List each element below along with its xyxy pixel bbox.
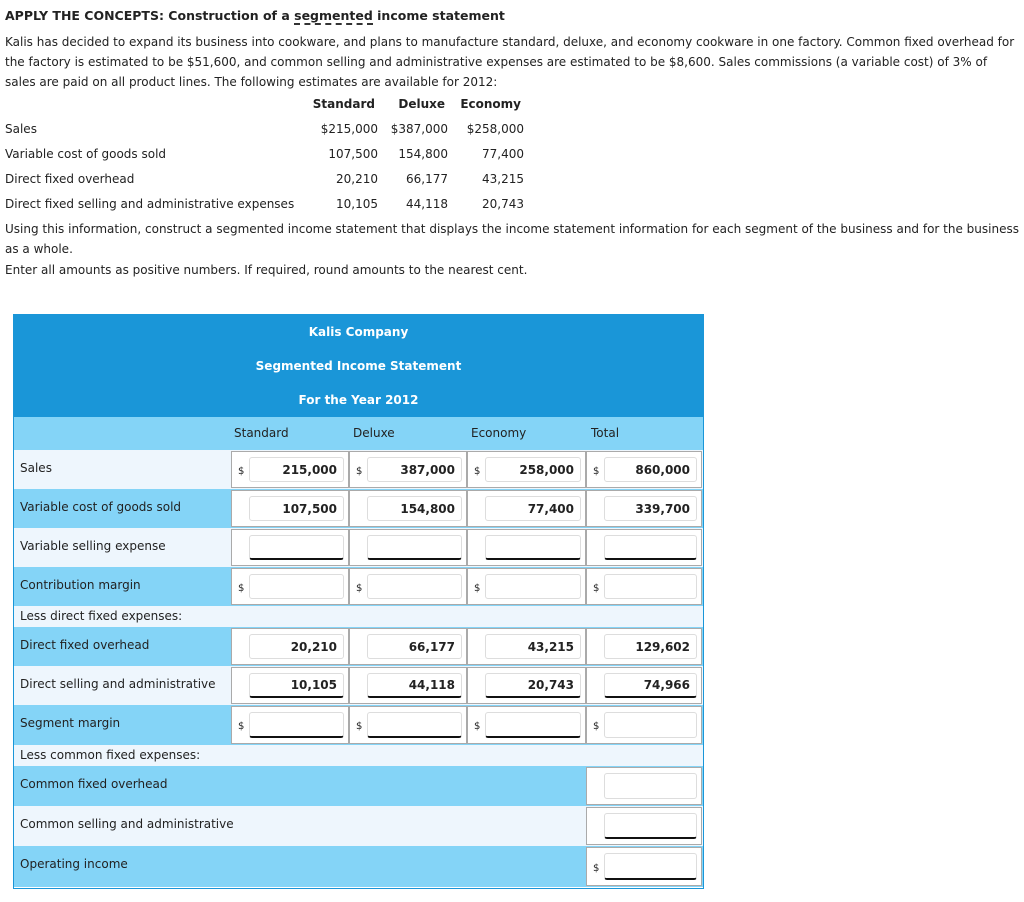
statement-row (14, 489, 703, 528)
column-header-standard: Standard (234, 426, 289, 440)
amount-cell (586, 568, 702, 605)
amount-cell (349, 706, 467, 744)
statement-period: For the Year 2012 (298, 393, 419, 407)
amount-input-deluxe[interactable] (367, 535, 462, 560)
amount-cell (349, 451, 467, 488)
estimates-row (5, 122, 524, 142)
amount-input-total[interactable] (604, 574, 697, 599)
amount-input-standard[interactable] (249, 535, 344, 560)
amount-input-total[interactable]: 74,966 (604, 673, 697, 698)
row-label: Sales (20, 461, 52, 475)
amount-cell (467, 628, 586, 665)
amount-input-total[interactable]: 860,000 (604, 457, 697, 482)
statement-row (14, 606, 703, 627)
estimates-column-header: Economy (460, 97, 521, 111)
row-label: Operating income (20, 857, 128, 871)
amount-input-standard[interactable]: 10,105 (249, 673, 344, 698)
amount-input-total[interactable] (604, 535, 697, 560)
amount-input-deluxe[interactable]: 66,177 (367, 634, 462, 659)
amount-cell (586, 667, 702, 704)
row-label: Variable cost of goods sold (20, 500, 182, 514)
estimates-row (5, 172, 524, 192)
amount-cell (586, 767, 702, 805)
amount-cell (349, 490, 467, 527)
amount-input-deluxe[interactable] (367, 574, 462, 599)
estimates-value: 107,500 (328, 147, 378, 161)
estimates-row-label: Direct fixed overhead (5, 172, 135, 186)
column-header-deluxe: Deluxe (353, 426, 395, 440)
estimates-value: $387,000 (390, 122, 448, 136)
statement-row (14, 705, 703, 745)
statement-row (14, 450, 703, 489)
amount-input-total[interactable] (604, 773, 697, 799)
amount-input-economy[interactable]: 77,400 (485, 496, 581, 521)
amount-input-total[interactable] (604, 813, 697, 839)
row-label: Common selling and administrative (20, 817, 234, 831)
amount-cell (231, 706, 349, 744)
amount-cell (231, 628, 349, 665)
note-text: Enter all amounts as positive numbers. If required, round amounts to the nearest cent. (5, 263, 528, 277)
column-header-row (14, 417, 703, 450)
amount-cell (231, 490, 349, 527)
row-label: Contribution margin (20, 578, 141, 592)
question-text (5, 6, 1020, 92)
row-label: Variable selling expense (20, 539, 166, 553)
estimates-value: 77,400 (482, 147, 524, 161)
amount-cell (586, 490, 702, 527)
statement-header (14, 314, 703, 419)
amount-input-standard[interactable] (249, 574, 344, 599)
statement-row (14, 567, 703, 606)
amount-input-economy[interactable]: 20,743 (485, 673, 581, 698)
amount-cell (467, 451, 586, 488)
amount-cell (586, 807, 702, 845)
instruction-text: Using this information, construct a segmented income statement that displays the income statement information for each segment of the business and for the business as a whole. (5, 222, 1019, 256)
estimates-value: 20,743 (482, 197, 524, 211)
estimates-row-label: Direct fixed selling and administrative expenses (5, 197, 295, 211)
estimates-value: 66,177 (406, 172, 448, 186)
statement-name: Segmented Income Statement (255, 359, 462, 373)
amount-cell (467, 667, 586, 704)
row-label: Less common fixed expenses: (20, 748, 201, 762)
amount-input-standard[interactable]: 20,210 (249, 634, 344, 659)
dollar-sign: $ (238, 582, 245, 594)
estimates-value: 44,118 (406, 197, 448, 211)
estimates-value: 43,215 (482, 172, 524, 186)
amount-input-total[interactable]: 129,602 (604, 634, 697, 659)
statement-row (14, 766, 703, 806)
estimates-value: $258,000 (466, 122, 524, 136)
amount-input-economy[interactable] (485, 574, 581, 599)
dollar-sign: $ (593, 465, 600, 477)
statement-row (14, 528, 703, 567)
estimates-row-label: Sales (5, 122, 37, 136)
amount-cell (349, 568, 467, 605)
statement-row (14, 745, 703, 766)
estimates-column-header: Deluxe (398, 97, 445, 111)
amount-cell (586, 706, 702, 744)
question-title: APPLY THE CONCEPTS: Construction of a segmented income statement (5, 8, 505, 23)
amount-input-standard[interactable]: 215,000 (249, 457, 344, 482)
amount-input-total[interactable] (604, 712, 697, 738)
dollar-sign: $ (593, 862, 600, 874)
statement-row (14, 806, 703, 846)
amount-input-economy[interactable] (485, 535, 581, 560)
amount-input-total[interactable] (604, 853, 697, 880)
estimates-value: 20,210 (336, 172, 378, 186)
amount-cell (467, 529, 586, 566)
amount-input-deluxe[interactable]: 44,118 (367, 673, 462, 698)
row-label: Direct selling and administrative (20, 677, 216, 691)
row-label: Direct fixed overhead (20, 638, 150, 652)
amount-cell (349, 529, 467, 566)
dollar-sign: $ (238, 721, 245, 733)
statement-row (14, 666, 703, 705)
statement-row (14, 627, 703, 666)
amount-cell (586, 847, 702, 886)
amount-cell (231, 451, 349, 488)
amount-input-standard[interactable]: 107,500 (249, 496, 344, 521)
amount-input-economy[interactable]: 43,215 (485, 634, 581, 659)
amount-cell (586, 529, 702, 566)
dollar-sign: $ (356, 582, 363, 594)
column-header-economy: Economy (471, 426, 527, 440)
amount-cell (231, 568, 349, 605)
amount-cell (231, 529, 349, 566)
amount-cell (467, 490, 586, 527)
amount-cell (586, 451, 702, 488)
estimates-value: 154,800 (398, 147, 448, 161)
amount-input-deluxe[interactable]: 154,800 (367, 496, 462, 521)
row-label: Common fixed overhead (20, 777, 168, 791)
company-name: Kalis Company (308, 325, 409, 339)
amount-input-total[interactable]: 339,700 (604, 496, 697, 521)
estimates-value: $215,000 (320, 122, 378, 136)
estimates-row (5, 197, 524, 217)
dollar-sign: $ (474, 721, 481, 733)
amount-input-deluxe[interactable] (367, 712, 462, 738)
amount-cell (467, 568, 586, 605)
dollar-sign: $ (356, 721, 363, 733)
amount-cell (586, 628, 702, 665)
amount-cell (349, 667, 467, 704)
dollar-sign: $ (356, 465, 363, 477)
amount-cell (467, 706, 586, 744)
amount-input-standard[interactable] (249, 712, 344, 738)
statement-row (14, 846, 703, 887)
amount-input-economy[interactable] (485, 712, 581, 738)
estimates-column-header: Standard (312, 97, 375, 111)
dollar-sign: $ (474, 465, 481, 477)
estimates-row (5, 147, 524, 167)
column-header-total: Total (591, 426, 620, 440)
dollar-sign: $ (474, 582, 481, 594)
amount-cell (349, 628, 467, 665)
dollar-sign: $ (238, 465, 245, 477)
amount-input-economy[interactable]: 258,000 (485, 457, 581, 482)
estimates-row-label: Variable cost of goods sold (5, 147, 167, 161)
row-label: Segment margin (20, 716, 121, 730)
glossary-term-link[interactable]: segmented (294, 8, 373, 23)
amount-cell (231, 667, 349, 704)
intro-text: Kalis has decided to expand its business into cookware, and plans to manufacture standard, deluxe, and economy cookware in one factory. Common fixed overhead for the factory is estimated to be $51,600, and common selling and administrative expenses are estimated to be $8,600. Sales commissions (a variable cost) of 3% of sales are paid on all product lines. The following estimates are available for 2012: (5, 35, 1015, 89)
dollar-sign: $ (593, 721, 600, 733)
estimates-value: 10,105 (336, 197, 378, 211)
dollar-sign: $ (593, 582, 600, 594)
segmented-income-statement (13, 314, 704, 889)
amount-input-deluxe[interactable]: 387,000 (367, 457, 462, 482)
row-label: Less direct fixed expenses: (20, 609, 183, 623)
